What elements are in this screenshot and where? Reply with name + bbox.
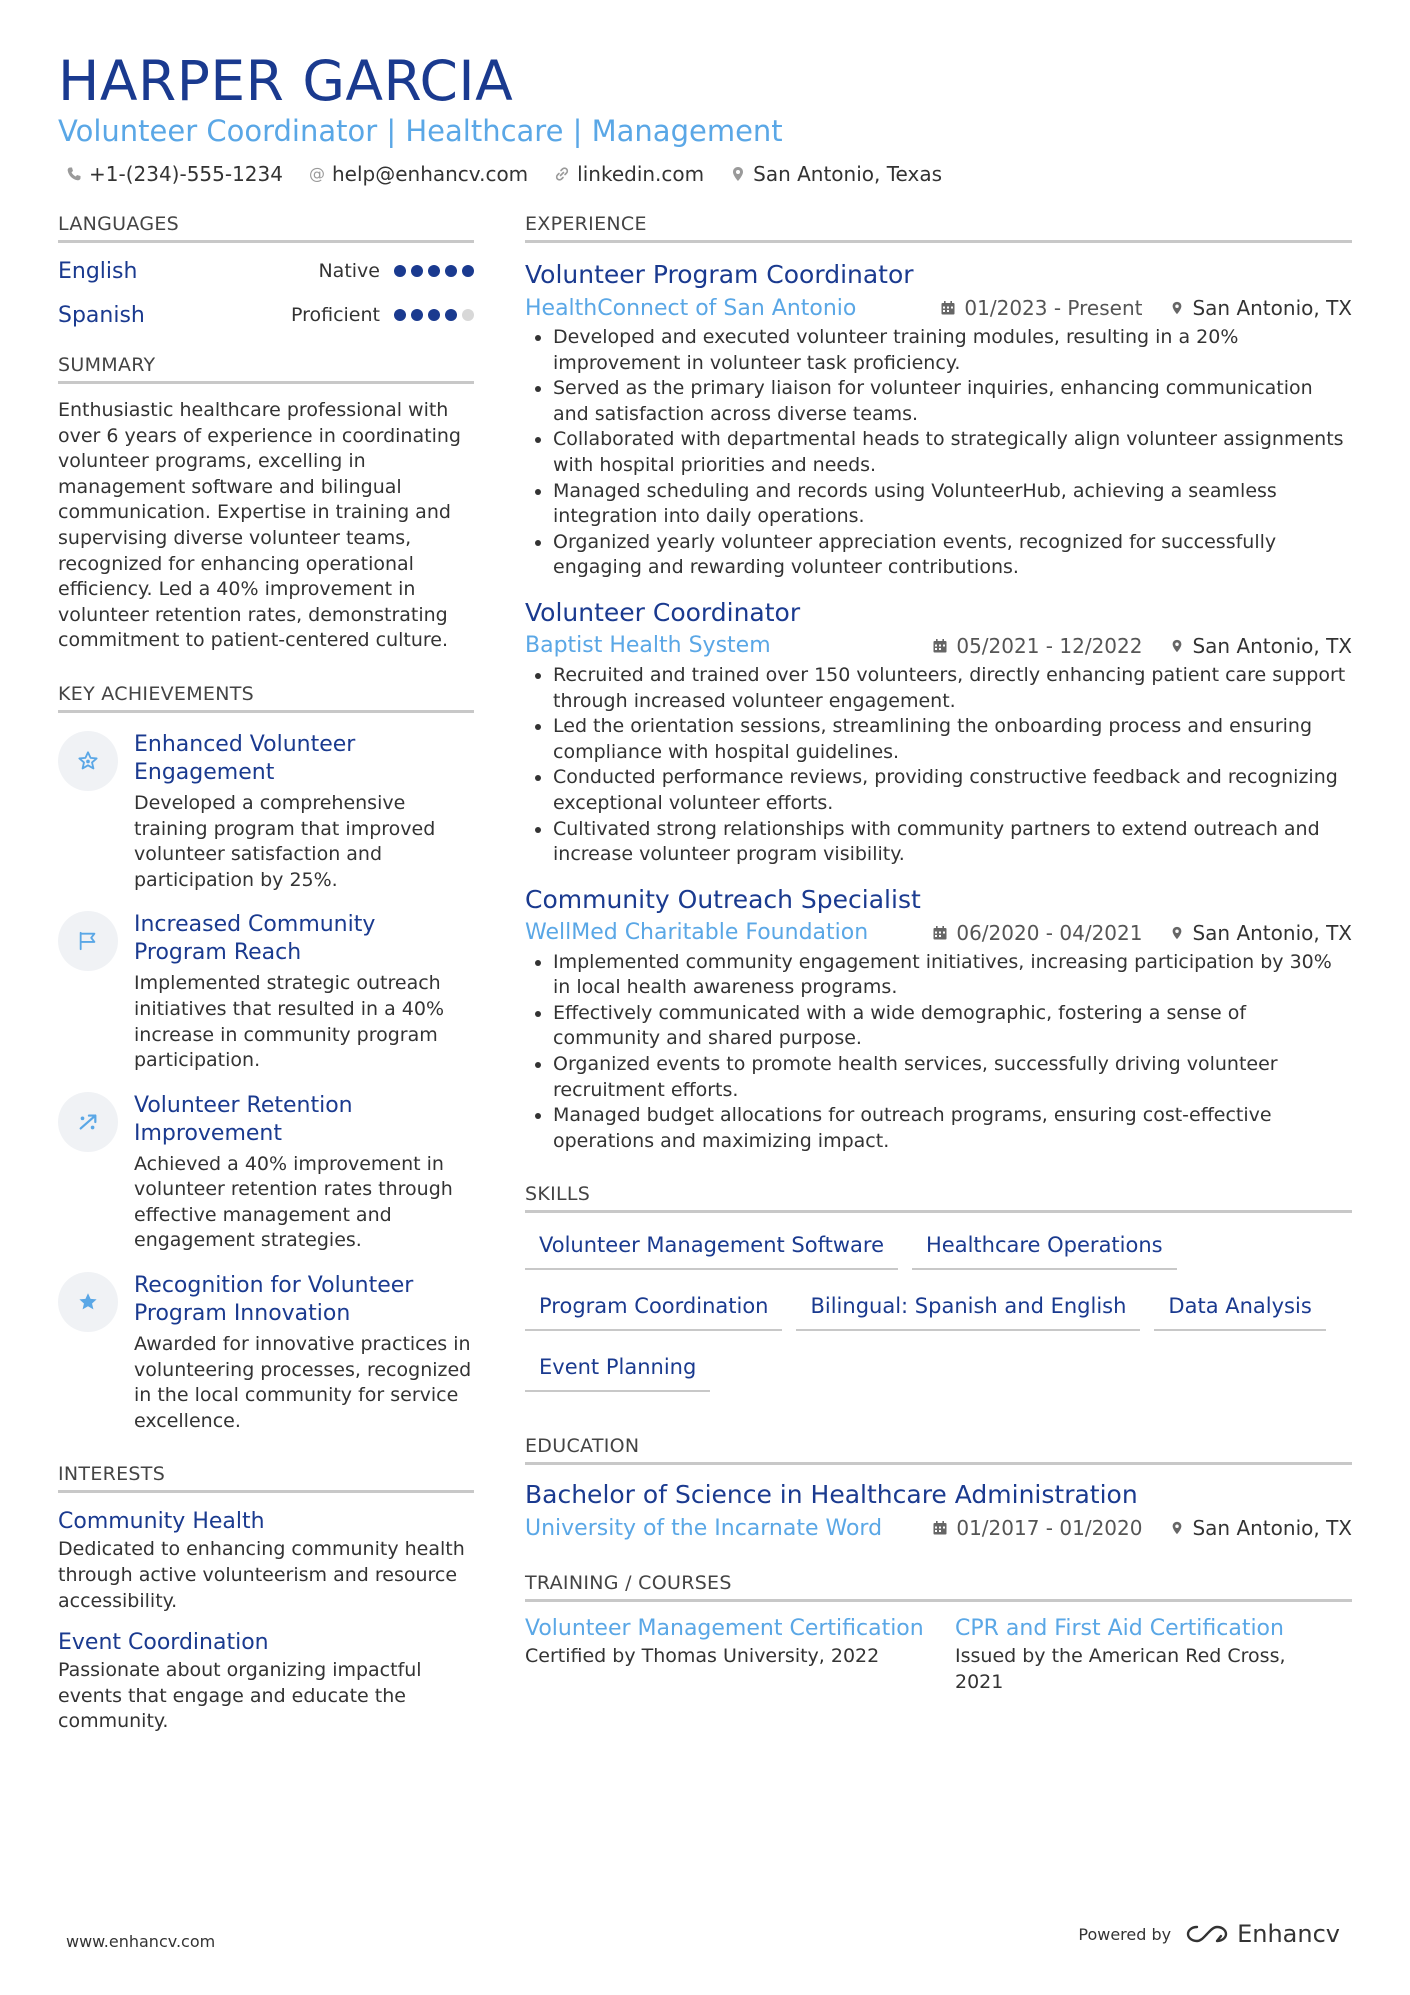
skill-tag: Event Planning [525, 1345, 710, 1392]
achievement-desc: Achieved a 40% improvement in volunteer retention rates through effective management and engagement strategies. [134, 1152, 453, 1252]
calendar-icon [932, 1520, 948, 1536]
powered-by-text: Powered by [1078, 1924, 1172, 1944]
job-bullets [525, 663, 1352, 868]
section-title-experience: EXPERIENCE [525, 212, 1352, 243]
job-bullet: • Led the orientation sessions, streamlining the onboarding process and ensuring compliance with hospital guidelines. [553, 714, 1352, 765]
achievement-item [58, 1092, 474, 1254]
job-date-text: 05/2021 - 12/2022 [956, 633, 1143, 658]
contact-location [730, 162, 942, 186]
education-degree: Bachelor of Science in Healthcare Administration [525, 1480, 1138, 1510]
job-location-text: San Antonio, TX [1192, 296, 1352, 320]
left-column [58, 212, 474, 1735]
rating-dot-filled [445, 265, 457, 277]
job-bullet: • Developed and executed volunteer training modules, resulting in a 20% improvement in volunteer task proficiency. [553, 325, 1352, 376]
job-bullet: • Collaborated with departmental heads to strategically align volunteer assignments with hospital priorities and needs. [553, 427, 1352, 478]
job-company: WellMed Charitable Foundation [525, 920, 869, 946]
job-bullet: • Conducted performance reviews, providing constructive feedback and recognizing exceptional volunteer efforts. [553, 765, 1352, 816]
location-pin-icon [1170, 638, 1184, 654]
education-location: San Antonio, TX [1192, 1516, 1352, 1541]
footer-website[interactable]: www.enhancv.com [66, 1932, 216, 1951]
section-title-summary: SUMMARY [58, 353, 474, 384]
interest-desc: Passionate about organizing impactful events that engage and educate the community. [58, 1659, 422, 1733]
location-pin-icon [730, 166, 746, 182]
interest-title: Community Health [58, 1509, 265, 1535]
rating-dot-filled [411, 309, 423, 321]
achievement-title: Recognition for Volunteer Program Innovation [134, 1273, 414, 1327]
right-column [525, 212, 1352, 1696]
job-bullet: • Recruited and trained over 150 volunteers, directly enhancing patient care support through increased volunteer engagement. [553, 663, 1352, 714]
job-bullets [525, 950, 1352, 1155]
contact-bar [66, 162, 942, 186]
course-title: Volunteer Management Certification [525, 1616, 924, 1642]
section-title-education: EDUCATION [525, 1434, 1352, 1465]
location-pin-icon [1170, 300, 1184, 316]
job-bullet: • Managed budget allocations for outreach programs, ensuring cost-effective operations and maximizing impact. [553, 1103, 1352, 1154]
job-bullet: • Organized yearly volunteer appreciation events, recognized for successfully engaging and rewarding volunteer contributions. [553, 530, 1352, 581]
job-company: Baptist Health System [525, 633, 771, 659]
achievement-desc: Implemented strategic outreach initiatives that resulted in a 40% increase in community program participation. [134, 972, 445, 1072]
interest-item [58, 1507, 474, 1614]
job-bullet: • Managed scheduling and records using VolunteerHub, achieving a seamless integration into daily operations. [553, 479, 1352, 530]
summary-text: Enthusiastic healthcare professional with over 6 years of experience in coordinating volunteer programs, excelling in management software and bilingual communication. Expertise in training and supervising diverse volunteer teams, recognized for enhancing operational efficiency. Led a 40% improvement in volunteer retention rates, demonstrating commitment to patient-centered culture. [58, 399, 461, 652]
language-rating [394, 309, 474, 321]
job-bullet: • Served as the primary liaison for volunteer inquiries, enhancing communication and satisfaction across diverse teams. [553, 376, 1352, 427]
achievement-item [58, 731, 474, 893]
calendar-icon [932, 638, 948, 654]
at-icon: @ [308, 164, 325, 183]
location-text: San Antonio, Texas [753, 162, 943, 186]
courses-list [525, 1614, 1352, 1695]
section-title-achievements: KEY ACHIEVEMENTS [58, 682, 474, 713]
achievement-desc: Developed a comprehensive training program that improved volunteer satisfaction and participation by 25%. [134, 791, 436, 891]
rating-dot-filled [445, 309, 457, 321]
languages-list [58, 249, 474, 337]
course-desc: Issued by the American Red Cross, 2021 [955, 1645, 1286, 1694]
location-pin-icon [1170, 925, 1184, 941]
job-bullet: • Organized events to promote health services, successfully driving volunteer recruitment efforts. [553, 1052, 1352, 1103]
job-bullet: • Implemented community engagement initiatives, increasing participation by 30% in local health awareness programs. [553, 950, 1352, 1001]
star-filled-icon [58, 1272, 118, 1332]
enhancv-logo[interactable] [1185, 1920, 1340, 1948]
language-item [58, 293, 474, 337]
phone-icon [66, 166, 82, 182]
brand-name: Enhancv [1237, 1920, 1340, 1948]
achievement-desc: Awarded for innovative practices in volunteering processes, recognized in the local community for service excellence. [134, 1333, 472, 1432]
phone-text: +1-(234)-555-1234 [89, 162, 283, 186]
achievement-item [58, 1272, 474, 1434]
achievements-list [58, 731, 474, 1435]
job-title: Community Outreach Specialist [525, 884, 921, 914]
experience-item [525, 259, 1352, 581]
interest-item [58, 1628, 474, 1735]
skill-tag: Data Analysis [1154, 1284, 1325, 1331]
skills-list [525, 1223, 1352, 1392]
achievement-item [58, 911, 474, 1073]
contact-phone [66, 162, 283, 186]
language-rating [394, 265, 474, 277]
section-title-skills: SKILLS [525, 1182, 1352, 1213]
course-title: CPR and First Aid Certification [955, 1616, 1284, 1642]
section-title-languages: LANGUAGES [58, 212, 474, 243]
contact-linkedin[interactable] [554, 162, 704, 186]
job-title: Volunteer Program Coordinator [525, 260, 914, 289]
interest-desc: Dedicated to enhancing community health through active volunteerism and resource accessibility. [58, 1538, 465, 1612]
language-level: Proficient [290, 304, 380, 326]
job-company: HealthConnect of San Antonio [525, 295, 857, 321]
interests-list [58, 1507, 474, 1735]
course-item [525, 1614, 955, 1695]
rating-dot-filled [462, 265, 474, 277]
education-school: University of the Incarnate Word [525, 1515, 883, 1541]
rating-dot-empty [462, 309, 474, 321]
flag-icon [58, 911, 118, 971]
job-bullets [525, 325, 1352, 581]
section-title-interests: INTERESTS [58, 1462, 474, 1493]
experience-item [525, 597, 1352, 868]
rating-dot-filled [411, 265, 423, 277]
job-location-text: San Antonio, TX [1192, 633, 1352, 658]
job-bullet: • Effectively communicated with a wide demographic, fostering a sense of community and shared purpose. [553, 1001, 1352, 1052]
linkedin-text[interactable]: linkedin.com [577, 162, 705, 186]
rating-dot-filled [428, 265, 440, 277]
job-location-text: San Antonio, TX [1192, 920, 1352, 945]
job-title: Volunteer Coordinator [525, 597, 801, 627]
job-date-text: 06/2020 - 04/2021 [956, 920, 1143, 945]
job-bullet: • Cultivated strong relationships with community partners to extend outreach and increase volunteer program visibility. [553, 817, 1352, 868]
calendar-icon [932, 925, 948, 941]
section-title-training: TRAINING / COURSES [525, 1571, 1352, 1602]
achievement-title: Increased Community Program Reach [134, 912, 376, 966]
experience-item [525, 884, 1352, 1155]
candidate-tagline: Volunteer Coordinator | Healthcare | Management [58, 114, 783, 148]
skill-tag: Program Coordination [525, 1284, 782, 1331]
calendar-icon [940, 300, 956, 316]
email-text[interactable]: help@enhancv.com [331, 162, 529, 186]
skill-tag: Bilingual: Spanish and English [796, 1284, 1140, 1331]
language-level: Native [318, 260, 380, 282]
education-item [525, 1479, 1352, 1545]
skill-tag: Healthcare Operations [912, 1223, 1177, 1270]
language-name: Spanish [58, 302, 145, 328]
candidate-name: HARPER GARCIA [58, 49, 514, 113]
location-pin-icon [1170, 1520, 1184, 1536]
education-date: 01/2017 - 01/2020 [956, 1516, 1143, 1541]
skill-tag: Volunteer Management Software [525, 1223, 898, 1270]
trend-up-icon [58, 1092, 118, 1152]
footer-branding [1078, 1920, 1340, 1948]
rating-dot-filled [394, 309, 406, 321]
course-item [955, 1614, 1325, 1695]
rating-dot-filled [428, 309, 440, 321]
achievement-title: Volunteer Retention Improvement [134, 1092, 353, 1146]
rating-dot-filled [394, 265, 406, 277]
interest-title: Event Coordination [58, 1630, 269, 1656]
language-item [58, 249, 474, 293]
job-date-text: 01/2023 - Present [964, 296, 1143, 320]
contact-email[interactable] [309, 162, 528, 186]
enhancv-logo-icon [1185, 1923, 1229, 1945]
star-outline-icon [58, 731, 118, 791]
course-desc: Certified by Thomas University, 2022 [525, 1645, 880, 1668]
language-name: English [58, 258, 138, 284]
achievement-title: Enhanced Volunteer Engagement [134, 731, 356, 785]
link-icon [554, 166, 570, 182]
